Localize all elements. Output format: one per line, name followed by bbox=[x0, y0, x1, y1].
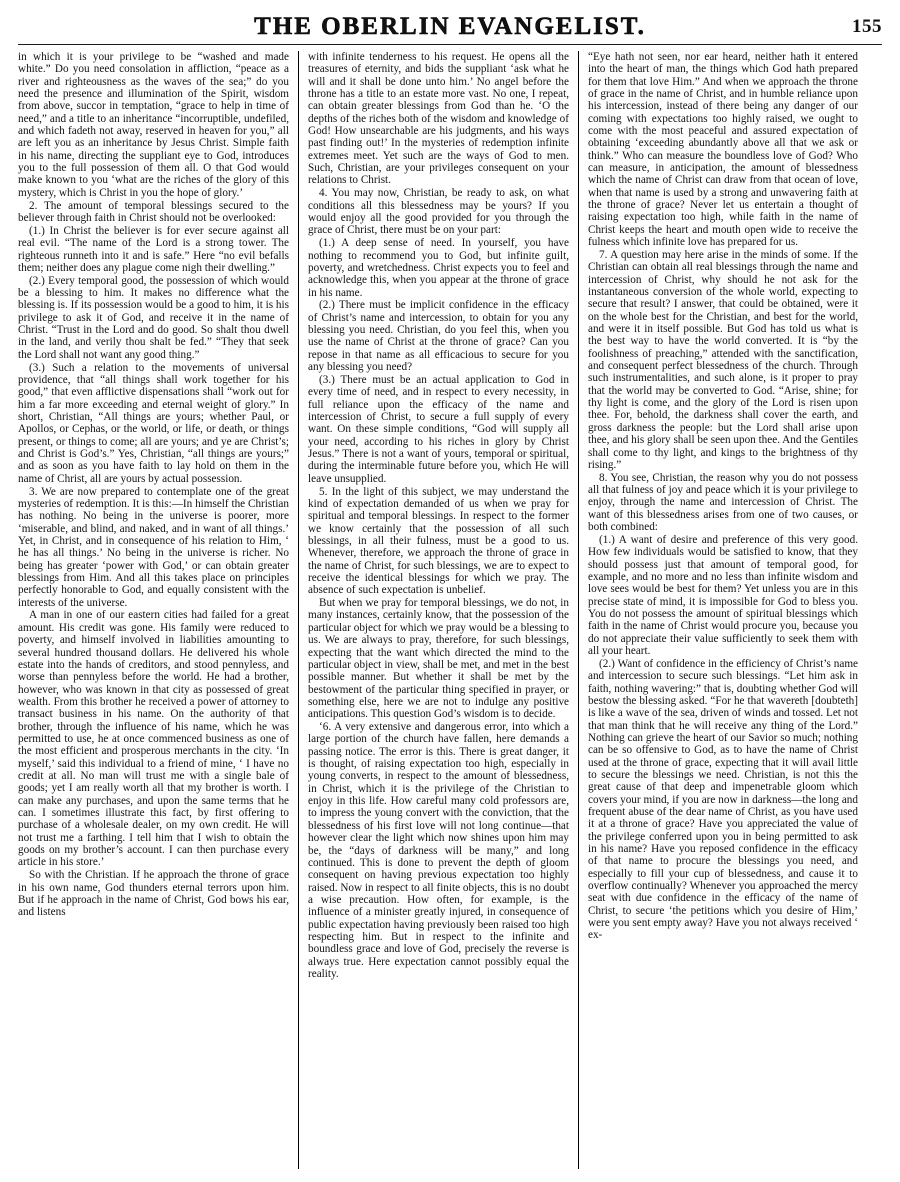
paragraph: 8. You see, Christian, the reason why you do not possess all that fulness of joy and peace which it is your privilege to enjoy, through the name and intercession of Christ. The want of this blessedness arises from one of two causes, or both combined: bbox=[588, 471, 858, 534]
paragraph: (3.) Such a relation to the movements of universal providence, that “all things shall work together for his good,” that even afflictive dispensations shall “work out for him a far more exceeding and eternal weight of glory.” In short, Christian, “All things are yours; whether Paul, or Apollos, or Cephas, or the world, or life, or death, or things present, or things to come; all are yours; and ye are Christ’s; and Christ is God’s.” Yes, Christian, “all things are yours;” and as soon as you have faith to lay hold on them in the name of Christ, all are yours by actual possession. bbox=[18, 361, 289, 485]
paragraph: (2.) Every temporal good, the possession of which would be a blessing to him. It makes no difference what the blessing is. If its possession would be a good to him, it is his privilege to ask it of God, and receive it in the name of Christ. “Trust in the Lord and do good. So shalt thou dwell in the land, and verily thou shalt be fed.” “They that seek the Lord shall not want any good thing.” bbox=[18, 274, 289, 361]
column-2 bbox=[298, 51, 578, 1169]
paragraph: 4. You may now, Christian, be ready to ask, on what conditions all this blessedness may be yours? If you would enjoy all the good provided for you through the grace of Christ, there must be on your part: bbox=[308, 187, 569, 237]
paragraph: with infinite tenderness to his request. He opens all the treasures of eternity, and bids the suppliant ‘ask what he will and it shall be done unto him.’ No angel before the throne has a title to an estate more vast. No one, I repeat, can obtain greater blessings from God than he. ‘O the depths of the riches both of the wisdom and knowledge of God! How unsearchable are his judgments, and his ways past finding out!’ In the mysteries of redemption infinite extremes meet. Yet such are the ways of God to men. Such, Christian, are your privileges consequent on your relations to Christ. bbox=[308, 51, 569, 187]
column-1 bbox=[18, 51, 298, 1169]
paragraph: “Eye hath not seen, nor ear heard, neither hath it entered into the heart of man, the things which God hath prepared for them that love Him.” And when we approach the throne of grace in the name of Christ, and in humble reliance upon his intercession, instead of there being any danger of our coming with expectations too highly raised, we ought to come with the most peaceful and assured expectation of obtaining ‘exceeding abundantly above all that we ask or think.” Who can measure the boundless love of God? Who can measure, in anticipation, the amount of blessedness which the name of Christ can draw from that ocean of love, when that name is used by a strong and unwavering faith at the throne of grace? Never let us entertain a thought of raising expectation too high, while faith in the name of Christ keeps the heart and mouth open wide to receive the fulness which infinite love has prepared for us. bbox=[588, 51, 858, 249]
paragraph: 2. The amount of temporal blessings secured to the believer through faith in Christ should not be overlooked: bbox=[18, 199, 289, 224]
publication-title: THE OBERLIN EVANGELIST. bbox=[254, 13, 646, 40]
paragraph: ‘6. A very extensive and dangerous error, into which a large portion of the church have fallen, here demands a passing notice. The error is this. There is great danger, it is thought, of raising expectation too high, especially in young converts, in respect to the amount of blessedness, in Christ, which it is the privilege of the Christian to enjoy in this life. How careful many cold professors are, to impress the young convert with the conviction, that the blessedness of his first love will not long continue—that however clear the light which now shines upon him may be, the “days of darkness will be many,” and long continued. This is done to prevent the depth of gloom consequent on having previous expectation too highly raised. Now in respect to all finite objects, this is no doubt a wise precaution. How often, for example, is the influence of a minister greatly injured, in consequence of public expectation having previously been raised too high respecting him. But in respect to the infinite and boundless grace and love of God, precisely the reverse is always true. Here expectation cannot possibly equal the reality. bbox=[308, 721, 569, 980]
paragraph: 7. A question may here arise in the minds of some. If the Christian can obtain all real blessings through the name and intercession of Christ, why should he not ask for the instantaneous conversion of the whole world, expecting to secure that result? I answer, that could be obtained, were it on the whole best for the Christian, and best for the world, and were it in itself possible. But God has told us what is the best way to have the world converted. It is “by the foolishness of preaching,” attended with the sanctification, and consequent perfect blessedness of the church. Through such instrumentalities, and such alone, is it proper to pray that the world may be converted to God. “Arise, shine; for thy light is come, and the glory of the Lord is risen upon thee. For, behold, the darkness shall cover the earth, and gross darkness the people: but the Lord shall arise upon thee, and his glory shall be seen upon thee. And the Gentiles shall come to thy light, and kings to the brightness of thy rising.” bbox=[588, 249, 858, 471]
paragraph: (2.) There must be implicit confidence in the efficacy of Christ’s name and intercession, to obtain for you any blessing you need. Christian, do you feel this, when you use the name of Christ at the throne of grace? Can you repose in that name as all efficacious to secure for you any blessing you need? bbox=[308, 299, 569, 374]
column-3 bbox=[578, 51, 858, 1169]
paragraph: But when we pray for temporal blessings, we do not, in many instances, certainly know, that the possession of the particular object for which we pray would be a blessing to us. We are always to pray, therefore, for such blessings, expecting that the want which directed the mind to the particular object in view, shall be met, and met in the best possible manner. But whether it shall be met by the bestowment of the particular thing specified in prayer, or something else, here we are not to indulge any positive anticipations. This question God’s wisdom is to decide. bbox=[308, 597, 569, 721]
paragraph: (1.) In Christ the believer is for ever secure against all real evil. “The name of the Lord is a strong tower. The righteous runneth into it and is safe.” Here “no evil befalls them; neither does any plague come nigh their dwelling.” bbox=[18, 224, 289, 274]
paragraph: (3.) There must be an actual application to God in every time of need, and in respect to every necessity, in full reliance upon the efficacy of the name and intercession of Christ, to secure a full supply of every want. On these simple conditions, “God will supply all your need, according to his riches in glory by Christ Jesus.” There is not a want of yours, temporal or spiritual, during the interminable future before you, which He will leave unsupplied. bbox=[308, 373, 569, 485]
paragraph: (1.) A deep sense of need. In yourself, you have nothing to recommend you to God, but infinite guilt, poverty, and wretchedness. Christ expects you to feel and acknowledge this, when you appear at the throne of grace in his name. bbox=[308, 237, 569, 299]
paragraph: A man in one of our eastern cities had failed for a great amount. His credit was gone. His family were reduced to poverty, and himself involved in liabilities amounting to several hundred thousand dollars. He delivered his whole estate into the hands of creditors, and stood pennyless, and worse than pennyless before the world. He had a brother, however, who was known in that city as possessed of great wealth. From this brother he received a power of attorney to transact business in his name. On the authority of that brother, through the influence of his name, which he was permitted to use, he at once commenced business as one of the most efficient and prosperous merchants in the city. ‘In myself,’ said this individual to a friend of mine, ‘ I have no credit at all. No man will trust me with a single bale of goods; yet I am really worth all that my brother is worth. I can make any purchases, and upon the same terms that he can. I sometimes illustrate this fact, by first offering to purchase of a wholesale dealer, on my own credit. He will not trust me a farthing. I tell him that I wish to obtain the goods on my brother’s account. I can then purchase every article in his store.’ bbox=[18, 609, 289, 869]
paragraph: (1.) A want of desire and preference of this very good. How few individuals would be satisfied to know, that they should possess just that amount of temporal good, for example, and no more and no less than infinite wisdom and love sees would be best for them? Yet unless you are in this precise state of mind, it is impossible for God to bless you. You do not possess the amount of spiritual blessings which faith in the name of Christ would procure you, because you do not appreciate their value sufficiently to seek them with all your heart. bbox=[588, 533, 858, 657]
masthead bbox=[18, 14, 882, 45]
paragraph: So with the Christian. If he approach the throne of grace in his own name, God thunders eternal terrors upon him. But if he approach in the name of Christ, God bows his ear, and listens bbox=[18, 869, 289, 919]
paragraph: in which it is your privilege to be “washed and made white.” Do you need consolation in affliction, “peace as a river and righteousness as the waves of the sea;” do you need the presence and illumination of the Spirit, wisdom from above, succor in temptation, “grace to help in time of need,” and a title to an inheritance “incorruptible, undefiled, and which fadeth not away, reserved in heaven for you,” all are left you as an inheritance by Jesus Christ. Simple faith in his name, directing the suppliant eye to God, introduces you to the full possession of them all. O that God would make known to you ‘what are the riches of the glory of this mystery, which is Christ in you the hope of glory.’ bbox=[18, 51, 289, 199]
article-columns bbox=[18, 51, 882, 1169]
paragraph: (2.) Want of confidence in the efficiency of Christ’s name and intercession to secure such blessings. “Let him ask in faith, nothing wavering:” that is, doubting whether God will bestow the blessing asked. “For he that wavereth [doubteth] is like a wave of the sea, driven of winds and tossed. Let not that man think that he will receive any thing of the Lord.” Nothing can grieve the heart of our Savior so much; nothing can be so offensive to God, as to have the name of Christ used at the throne of grace, expecting that it will avail little to secure the blessings we need. Christian, is not this the great cause of that deep and impenetrable gloom which covers your mind, if you are now in darkness—the long and frequent abuse of the dear name of Christ, as you have used it at a throne of grace? Have you appreciated the value of the privilege conferred upon you in being permitted to ask in his name? Have you reposed confidence in the efficacy of that name to procure the blessings you need, and especially to fill your cup of blessedness, and cause it to overflow continually? Whenever you approached the mercy seat with due confidence in the efficacy of the name of Christ, to secure ‘the petitions which you desire of Him,’ were you sent empty away? Have you not always received ‘ ex- bbox=[588, 657, 858, 942]
paragraph: 3. We are now prepared to contemplate one of the great mysteries of redemption. It is this:—In himself the Christian has nothing. No being in the universe is poorer, more ‘miserable, and blind, and naked, and in want of all things.’ Yet, in Christ, and in consequence of his relation to Him, ‘ he has all things.’ No being in the universe is richer. No being has greater ‘power with God,’ or can obtain greater blessings from Him. And all this takes place on principles perfectly honorable to God, and equally consistent with the interests of the universe. bbox=[18, 485, 289, 609]
page-number: 155 bbox=[852, 16, 882, 37]
paragraph: 5. In the light of this subject, we may understand the kind of expectation demanded of us when we pray for spiritual and temporal blessings. In respect to the former we know certainly that the possession of all such blessings, in all their fulness, must be a good to us. Whenever, therefore, we approach the throne of grace in the name of Christ, for such blessings, we are to expect to receive the identical blessings for which we pray. The absence of such expectation is unbelief. bbox=[308, 485, 569, 597]
